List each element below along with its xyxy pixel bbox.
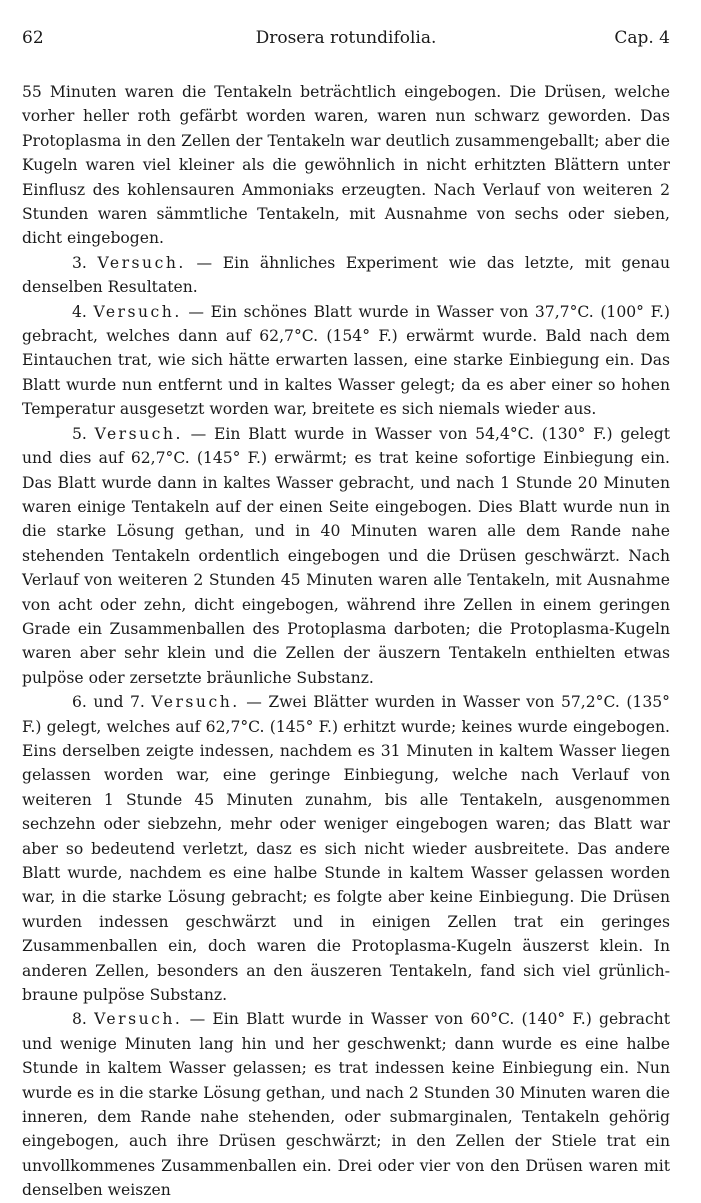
paragraph-text: — Ein schönes Blatt wurde in Wasser von 37,7°C. (100° F.) gebracht, welches dann auf 62,7°C. (154° F.) erwärmt wurde. Bald nach dem Eintauchen trat, wie sich hätte erwarten lassen, eine starke Einbiegung ein. Das Blatt wurde nun entfernt und in kaltes Wasser gelegt; da es aber einer so hohen Temperatur ausgesetzt worden war, breitete es sich niemals wieder aus. [22,302,670,419]
paragraph-continuation [22,80,670,251]
paragraph-text: — Ein Blatt wurde in Wasser von 54,4°C. (130° F.) gelegt und dies auf 62,7°C. (145° F.) erwärmt; es trat keine sofortige Einbiegung ein. Das Blatt wurde dann in kaltes Wasser gebracht, und nach 1 Stunde 20 Minuten waren einige Tentakeln auf der einen Seite eingebogen. Dies Blatt wurde nun in die starke Lösung gethan, und in 40 Minuten waren alle dem Rande nahe stehenden Tentakeln ordentlich eingebogen und die Drüsen geschwärzt. Nach Verlauf von weiteren 2 Stunden 45 Minuten waren alle Tentakeln, mit Ausnahme von acht oder zehn, dicht eingebogen, während ihre Zellen in einem geringen Grade ein Zusammenballen des Protoplasma darboten; die Protoplasma-Kugeln waren aber sehr klein und die Zellen der äuszern Tentakeln enthielten etwas pulpöse oder zersetzte bräunliche Substanz. [22,424,670,687]
page-number: 62 [22,28,44,48]
experiment-number: 5. [72,424,95,443]
running-header [22,28,670,58]
book-page [22,28,670,1203]
body-text [22,80,670,1203]
paragraph-text: — Zwei Blätter wurden in Wasser von 57,2°C. (135° F.) gelegt, welches auf 62,7°C. (145° F.) erhitzt wurde; keines wurde eingebogen. Eins derselben zeigte indessen, nachdem es 31 Minuten in kaltem Wasser liegen gelassen worden war, eine geringe Einbiegung, welche nach Verlauf von weiteren 1 Stunde 45 Minuten zunahm, bis alle Tentakeln, ausgenommen sechzehn oder siebzehn, mehr oder weniger eingebogen waren; das Blatt war aber so bedeutend verletzt, dasz es sich nicht wieder ausbreitete. Das andere Blatt wurde, nachdem es eine halbe Stunde in kaltem Wasser gelassen worden war, in die starke Lösung gebracht; es folgte aber keine Einbiegung. Die Drüsen wurden indessen geschwärzt und in einigen Zellen trat ein geringes Zusammenballen ein, doch waren die Protoplasma-Kugeln äuszerst klein. In anderen Zellen, besonders an den äuszeren Tentakeln, fand sich viel grünlich-braune pulpöse Substanz. [22,693,670,1005]
paragraph-experiment-6-7 [22,690,670,1007]
experiment-number: 4. [72,302,94,321]
running-title: Drosera rotundifolia. [255,28,437,48]
paragraph-text: 55 Minuten waren die Tentakeln beträchtlich eingebogen. Die Drüsen, welche vorher heller roth gefärbt worden waren, waren nun schwarz geworden. Das Protoplasma in den Zellen der Tentakeln war deutlich zusammengeballt; aber die Kugeln waren viel kleiner als die gewöhnlich in nicht erhitzten Blättern unter Einflusz des kohlensauren Ammoniaks erzeugten. Nach Verlauf von weiteren 2 Stunden waren sämmtliche Tentakeln, mit Ausnahme von sechs oder sieben, dicht eingebogen. [22,83,670,248]
paragraph-experiment-3 [22,251,670,300]
experiment-label: Versuch. [93,302,182,321]
experiment-number: 6. und 7. [72,693,152,712]
paragraph-text: — Ein ähnliches Experiment wie das letzte, mit genau denselben Resultaten. [22,253,670,297]
experiment-label: Versuch. [94,1010,183,1029]
experiment-label: Versuch. [151,693,240,712]
paragraph-experiment-5 [22,422,670,690]
paragraph-experiment-4 [22,300,670,422]
experiment-number: 3. [72,253,98,272]
experiment-label: Versuch. [94,424,183,443]
experiment-number: 8. [72,1010,95,1029]
experiment-label: Versuch. [97,253,186,272]
paragraph-experiment-8 [22,1007,670,1202]
paragraph-text: — Ein Blatt wurde in Wasser von 60°C. (140° F.) gebracht und wenige Minuten lang hin und her geschwenkt; dann wurde es eine halbe Stunde in kaltem Wasser gelassen; es trat indessen keine Einbiegung ein. Nun wurde es in die starke Lösung gethan, und nach 2 Stunden 30 Minuten waren die inneren, dem Rande nahe stehenden, oder submarginalen, Tentakeln gehörig eingebogen, auch ihre Drüsen geschwärzt; in den Zellen der Stiele trat ein unvollkommenes Zusammenballen ein. Drei oder vier von den Drüsen waren mit denselben weiszen [22,1010,670,1200]
chapter-label: Cap. 4 [614,28,670,48]
